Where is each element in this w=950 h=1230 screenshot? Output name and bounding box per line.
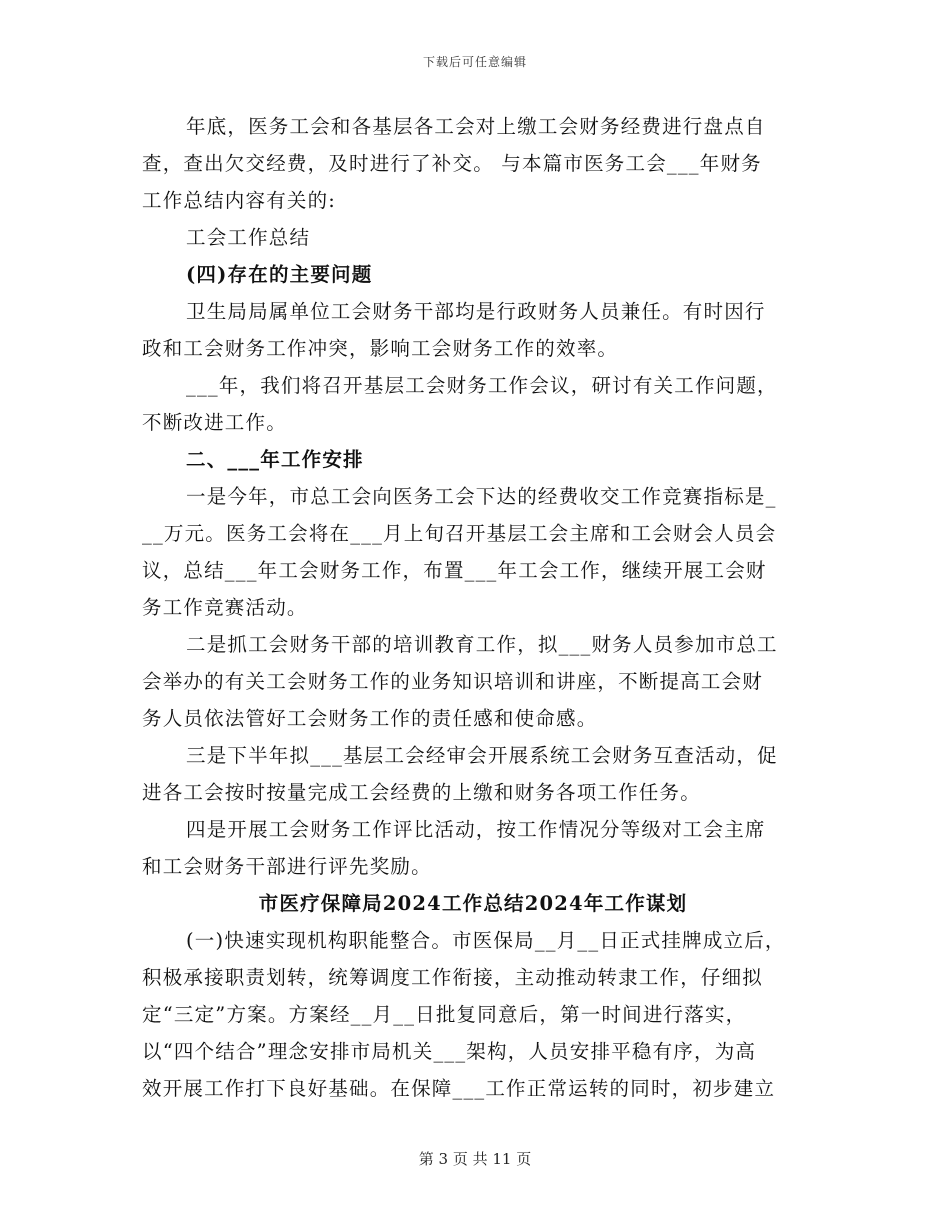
paragraph-line: 二是抓工会财务干部的培训教育工作，拟___财务人员参加市总工 [186, 633, 778, 656]
paragraph-line: 会举办的有关工会财务工作的业务知识培训和讲座，不断提高工会财 [142, 670, 764, 693]
paragraph-line: 查，查出欠交经费，及时进行了补交。 与本篇市医务工会___年财务 [142, 152, 762, 175]
paragraph-line: 一是今年，市总工会向医务工会下达的经费收交工作竞赛指标是_ [186, 485, 777, 508]
page-number: 第 3 页 共 11 页 [418, 1150, 532, 1168]
paragraph-line: 务人员依法管好工会财务工作的责任感和使命感。 [142, 707, 598, 730]
document-title: 市医疗保障局2024工作总结2024年工作谋划 [258, 892, 688, 915]
section-heading: (四)存在的主要问题 [186, 263, 373, 286]
paragraph-line: 积极承接职责划转，统筹调度工作衔接，主动推动转隶工作，仔细拟 [142, 966, 764, 989]
paragraph-line: 政和工会财务工作冲突，影响工会财务工作的效率。 [142, 337, 619, 360]
paragraph-line: 和工会财务干部进行评先奖励。 [142, 855, 432, 878]
section-heading: 二、___年工作安排 [186, 448, 364, 471]
paragraph-line: 卫生局局属单位工会财务干部均是行政财务人员兼任。有时因行 [186, 300, 766, 323]
paragraph-line: 定“三定”方案。方案经__月__日批复同意后，第一时间进行落实， [142, 1003, 747, 1026]
page-header: 下载后可任意编辑 [422, 55, 527, 69]
paragraph-line: ___年，我们将召开基层工会财务工作会议，研讨有关工作问题， [186, 374, 778, 397]
paragraph-line: (一)快速实现机构职能整合。市医保局__月__日正式挂牌成立后， [186, 929, 786, 952]
paragraph-line: 工作总结内容有关的: [142, 189, 337, 212]
document-body [142, 108, 804, 1107]
paragraph-line: 不断改进工作。 [142, 411, 287, 434]
paragraph-line: 议，总结___年工会财务工作，布置___年工会工作，继续开展工会财 [142, 559, 767, 582]
paragraph-line: 进各工会按时按量完成工会经费的上缴和财务各项工作任务。 [142, 781, 701, 804]
paragraph-line: 务工作竞赛活动。 [142, 596, 308, 619]
paragraph-line: 四是开展工会财务工作评比活动，按工作情况分等级对工会主席 [186, 818, 766, 841]
paragraph-line: 年底，医务工会和各基层各工会对上缴工会财务经费进行盘点自 [186, 115, 766, 138]
paragraph-line: 以“四个结合”理念安排市局机关___架构，人员安排平稳有序，为高 [142, 1040, 757, 1063]
paragraph-line: __万元。医务工会将在___月上旬召开基层工会主席和工会财会人员会 [142, 522, 777, 545]
related-link-text: 工会工作总结 [186, 226, 311, 249]
paragraph-line: 效开展工作打下良好基础。在保障___工作正常运转的同时，初步建立 [142, 1077, 776, 1100]
paragraph-line: 三是下半年拟___基层工会经审会开展系统工会财务互查活动，促 [186, 744, 778, 767]
